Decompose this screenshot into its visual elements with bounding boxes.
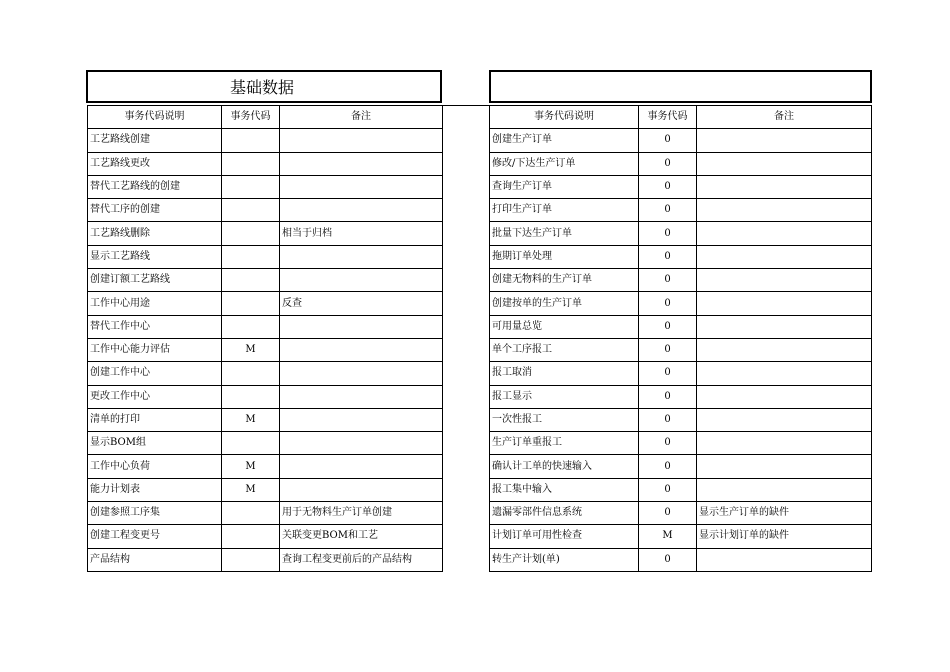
- table-row: [490, 362, 872, 385]
- tcode-cell: [222, 362, 280, 385]
- description-cell: 计划订单可用性检查: [490, 525, 639, 548]
- remark-cell: [280, 385, 443, 408]
- tcode-cell: [222, 129, 280, 152]
- tcode-cell: 0: [639, 502, 697, 525]
- tcode-cell: 0: [639, 222, 697, 245]
- tcode-cell: M: [222, 478, 280, 501]
- description-cell: 创建工作中心: [88, 362, 222, 385]
- table-row: [88, 245, 489, 268]
- table-row: [490, 152, 872, 175]
- description-cell: 显示BOM组: [88, 432, 222, 455]
- table-row: [490, 292, 872, 315]
- tcode-cell: [222, 152, 280, 175]
- remark-cell: [697, 432, 872, 455]
- remark-cell: 关联变更BOM和工艺: [280, 525, 443, 548]
- description-cell: 修改/下达生产订单: [490, 152, 639, 175]
- remark-cell: [280, 315, 443, 338]
- table-row: [490, 478, 872, 501]
- description-cell: 遗漏零部件信息系统: [490, 502, 639, 525]
- table-row: [490, 502, 872, 525]
- remark-cell: [697, 245, 872, 268]
- description-cell: 一次性报工: [490, 408, 639, 431]
- tcode-cell: [222, 175, 280, 198]
- description-cell: 工艺路线创建: [88, 129, 222, 152]
- remark-cell: [697, 222, 872, 245]
- description-cell: 替代工作中心: [88, 315, 222, 338]
- table-row: [88, 152, 489, 175]
- remark-cell: [280, 455, 443, 478]
- description-cell: 打印生产订单: [490, 199, 639, 222]
- remark-cell: [697, 292, 872, 315]
- right-data-table: [489, 105, 872, 572]
- tcode-cell: 0: [639, 455, 697, 478]
- description-cell: 清单的打印: [88, 408, 222, 431]
- tcode-cell: 0: [639, 478, 697, 501]
- table-row: [490, 385, 872, 408]
- left-title-box: [86, 70, 442, 103]
- description-cell: 工艺路线更改: [88, 152, 222, 175]
- remark-cell: [280, 245, 443, 268]
- description-cell: 批量下达生产订单: [490, 222, 639, 245]
- tcode-cell: M: [222, 338, 280, 361]
- table-row: [88, 222, 489, 245]
- table-row: [490, 175, 872, 198]
- description-cell: 替代工艺路线的创建: [88, 175, 222, 198]
- remark-cell: 相当于归档: [280, 222, 443, 245]
- remark-cell: [697, 362, 872, 385]
- tcode-cell: 0: [639, 292, 697, 315]
- description-cell: 创建工程变更号: [88, 525, 222, 548]
- tcode-cell: 0: [639, 152, 697, 175]
- left-header-cell: 备注: [280, 106, 443, 129]
- tcode-cell: [222, 222, 280, 245]
- table-row: [490, 199, 872, 222]
- right-header-cell: 事务代码: [639, 106, 697, 129]
- description-cell: 显示工艺路线: [88, 245, 222, 268]
- table-row: [88, 432, 489, 455]
- remark-cell: [697, 269, 872, 292]
- table-row: [88, 362, 489, 385]
- tcode-cell: 0: [639, 408, 697, 431]
- remark-cell: [697, 129, 872, 152]
- gap-cell: [443, 106, 489, 129]
- tcode-cell: [222, 315, 280, 338]
- tcode-cell: 0: [639, 175, 697, 198]
- table-row: [88, 455, 489, 478]
- description-cell: 创建生产订单: [490, 129, 639, 152]
- description-cell: 报工显示: [490, 385, 639, 408]
- description-cell: 转生产计划(单): [490, 548, 639, 571]
- description-cell: 能力计划表: [88, 478, 222, 501]
- tcode-cell: [222, 548, 280, 571]
- tcode-cell: [222, 385, 280, 408]
- tcode-cell: 0: [639, 315, 697, 338]
- table-row: [88, 548, 489, 571]
- remark-cell: [280, 129, 443, 152]
- description-cell: 确认计工单的快速输入: [490, 455, 639, 478]
- remark-cell: [697, 175, 872, 198]
- table-row: [490, 548, 872, 571]
- right-header-cell: 事务代码说明: [490, 106, 639, 129]
- table-row: [490, 525, 872, 548]
- remark-cell: 显示计划订单的缺件: [697, 525, 872, 548]
- remark-cell: [697, 199, 872, 222]
- description-cell: 创建参照工序集: [88, 502, 222, 525]
- remark-cell: [280, 338, 443, 361]
- remark-cell: [280, 362, 443, 385]
- remark-cell: 用于无物料生产订单创建: [280, 502, 443, 525]
- tcode-cell: [222, 502, 280, 525]
- remark-cell: [697, 385, 872, 408]
- remark-cell: [697, 408, 872, 431]
- tcode-cell: [222, 432, 280, 455]
- tcode-cell: 0: [639, 548, 697, 571]
- table-row: [88, 408, 489, 431]
- tcode-cell: 0: [639, 129, 697, 152]
- table-row: [490, 222, 872, 245]
- left-header-cell: 事务代码说明: [88, 106, 222, 129]
- table-row: [88, 338, 489, 361]
- tcode-cell: 0: [639, 362, 697, 385]
- description-cell: 替代工序的创建: [88, 199, 222, 222]
- remark-cell: 查询工程变更前后的产品结构: [280, 548, 443, 571]
- description-cell: 报工集中输入: [490, 478, 639, 501]
- remark-cell: [280, 269, 443, 292]
- table-row: [88, 199, 489, 222]
- description-cell: 报工取消: [490, 362, 639, 385]
- remark-cell: [697, 152, 872, 175]
- remark-cell: [697, 478, 872, 501]
- remark-cell: [280, 175, 443, 198]
- table-row: [490, 245, 872, 268]
- tcode-cell: 0: [639, 269, 697, 292]
- tcode-cell: M: [222, 455, 280, 478]
- description-cell: 查询生产订单: [490, 175, 639, 198]
- description-cell: 拖期订单处理: [490, 245, 639, 268]
- table-row: [490, 338, 872, 361]
- table-row: [490, 408, 872, 431]
- table-row: [490, 432, 872, 455]
- description-cell: 可用量总览: [490, 315, 639, 338]
- table-row: [490, 455, 872, 478]
- tcode-cell: M: [639, 525, 697, 548]
- table-row: [88, 269, 489, 292]
- remark-cell: [697, 455, 872, 478]
- description-cell: 工作中心能力评估: [88, 338, 222, 361]
- remark-cell: [697, 548, 872, 571]
- tcode-cell: [222, 245, 280, 268]
- remark-cell: [697, 338, 872, 361]
- tcode-cell: M: [222, 408, 280, 431]
- description-cell: 创建按单的生产订单: [490, 292, 639, 315]
- remark-cell: [697, 315, 872, 338]
- tcode-cell: [222, 199, 280, 222]
- remark-cell: [280, 432, 443, 455]
- tcode-cell: 0: [639, 245, 697, 268]
- left-header-row: [88, 106, 489, 129]
- left-data-table: [87, 105, 489, 572]
- description-cell: 创建无物料的生产订单: [490, 269, 639, 292]
- tcode-cell: 0: [639, 338, 697, 361]
- right-header-cell: 备注: [697, 106, 872, 129]
- description-cell: 生产订单重报工: [490, 432, 639, 455]
- remark-cell: [280, 478, 443, 501]
- remark-cell: 反查: [280, 292, 443, 315]
- tcode-cell: 0: [639, 432, 697, 455]
- tcode-cell: [222, 292, 280, 315]
- remark-cell: [280, 199, 443, 222]
- remark-cell: [280, 408, 443, 431]
- tcode-cell: 0: [639, 199, 697, 222]
- table-row: [88, 502, 489, 525]
- table-row: [88, 175, 489, 198]
- description-cell: 工作中心用途: [88, 292, 222, 315]
- description-cell: 产品结构: [88, 548, 222, 571]
- description-cell: 工作中心负荷: [88, 455, 222, 478]
- table-row: [490, 129, 872, 152]
- table-row: [88, 292, 489, 315]
- tcode-cell: 0: [639, 385, 697, 408]
- description-cell: 创建订额工艺路线: [88, 269, 222, 292]
- description-cell: 更改工作中心: [88, 385, 222, 408]
- left-header-cell: 事务代码: [222, 106, 280, 129]
- table-row: [88, 315, 489, 338]
- tcode-cell: [222, 525, 280, 548]
- right-header-row: [490, 106, 872, 129]
- table-row: [88, 478, 489, 501]
- description-cell: 工艺路线删除: [88, 222, 222, 245]
- remark-cell: [280, 152, 443, 175]
- table-row: [490, 269, 872, 292]
- table-row: [88, 525, 489, 548]
- description-cell: 单个工序报工: [490, 338, 639, 361]
- table-row: [490, 315, 872, 338]
- tcode-cell: [222, 269, 280, 292]
- left-section-title: 基础数据: [230, 78, 295, 97]
- remark-cell: 显示生产订单的缺件: [697, 502, 872, 525]
- table-row: [88, 385, 489, 408]
- right-title-box: [489, 70, 872, 103]
- table-row: [88, 129, 489, 152]
